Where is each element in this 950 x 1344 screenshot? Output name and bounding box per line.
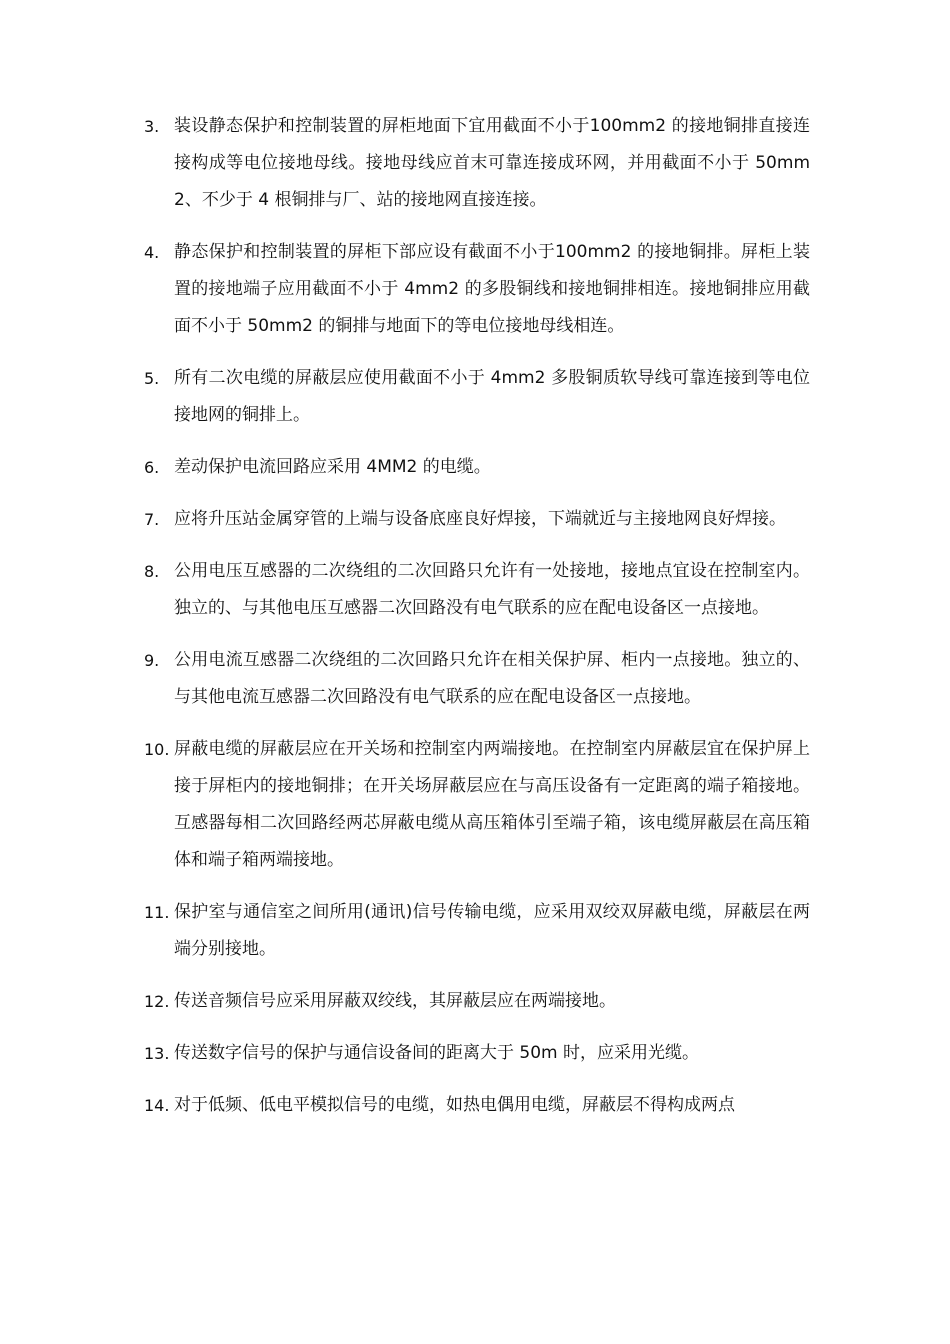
list-item xyxy=(144,1087,810,1124)
item-number: 9. xyxy=(144,651,160,670)
item-number: 10. xyxy=(144,740,170,759)
item-text: 装设静态保护和控制装置的屏柜地面下宜用截面不小于100mm2 的接地铜排直接连接构成等电位接地母线。接地母线应首末可靠连接成环网，并用截面不小于 50mm2、不少于 4 根铜排与厂、站的接地网直接连接。 xyxy=(174,116,810,210)
list-item xyxy=(144,360,810,434)
list-item xyxy=(144,553,810,627)
list-item xyxy=(144,731,810,879)
list-item xyxy=(144,234,810,345)
item-number: 3. xyxy=(144,117,160,136)
item-number: 4. xyxy=(144,243,160,262)
item-text: 公用电压互感器的二次绕组的二次回路只允许有一处接地，接地点宜设在控制室内。独立的、与其他电压互感器二次回路没有电气联系的应在配电设备区一点接地。 xyxy=(174,561,810,618)
item-text: 静态保护和控制装置的屏柜下部应设有截面不小于100mm2 的接地铜排。屏柜上装置的接地端子应用截面不小于 4mm2 的多股铜线和接地铜排相连。接地铜排应用截面不小于 50mm2 的铜排与地面下的等电位接地母线相连。 xyxy=(174,242,810,336)
item-number: 14. xyxy=(144,1096,170,1115)
item-number: 6. xyxy=(144,458,160,477)
item-text: 传送数字信号的保护与通信设备间的距离大于 50m 时，应采用光缆。 xyxy=(174,1043,699,1063)
item-number: 8. xyxy=(144,562,160,581)
item-number: 7. xyxy=(144,510,160,529)
list-item xyxy=(144,501,810,538)
list-item xyxy=(144,983,810,1020)
item-text: 对于低频、低电平模拟信号的电缆，如热电偶用电缆，屏蔽层不得构成两点 xyxy=(174,1095,735,1115)
item-text: 应将升压站金属穿管的上端与设备底座良好焊接，下端就近与主接地网良好焊接。 xyxy=(174,509,786,529)
list-item xyxy=(144,1035,810,1072)
item-number: 12. xyxy=(144,992,170,1011)
item-text: 所有二次电缆的屏蔽层应使用截面不小于 4mm2 多股铜质软导线可靠连接到等电位接地网的铜排上。 xyxy=(174,368,810,425)
item-number: 11. xyxy=(144,903,170,922)
item-text: 屏蔽电缆的屏蔽层应在开关场和控制室内两端接地。在控制室内屏蔽层宜在保护屏上接于屏柜内的接地铜排；在开关场屏蔽层应在与高压设备有一定距离的端子箱接地。互感器每相二次回路经两芯屏蔽电缆从高压箱体引至端子箱，该电缆屏蔽层在高压箱体和端子箱两端接地。 xyxy=(174,739,810,870)
list-item xyxy=(144,642,810,716)
item-number: 13. xyxy=(144,1044,170,1063)
item-number: 5. xyxy=(144,369,160,388)
item-text: 公用电流互感器二次绕组的二次回路只允许在相关保护屏、柜内一点接地。独立的、与其他电流互感器二次回路没有电气联系的应在配电设备区一点接地。 xyxy=(174,650,810,707)
list-item xyxy=(144,108,810,219)
list-item xyxy=(144,894,810,968)
item-text: 保护室与通信室之间所用(通讯)信号传输电缆，应采用双绞双屏蔽电缆，屏蔽层在两端分别接地。 xyxy=(174,902,810,959)
item-text: 传送音频信号应采用屏蔽双绞线，其屏蔽层应在两端接地。 xyxy=(174,991,616,1011)
item-text: 差动保护电流回路应采用 4MM2 的电缆。 xyxy=(174,457,491,477)
list-item xyxy=(144,449,810,486)
numbered-list xyxy=(144,108,810,1139)
